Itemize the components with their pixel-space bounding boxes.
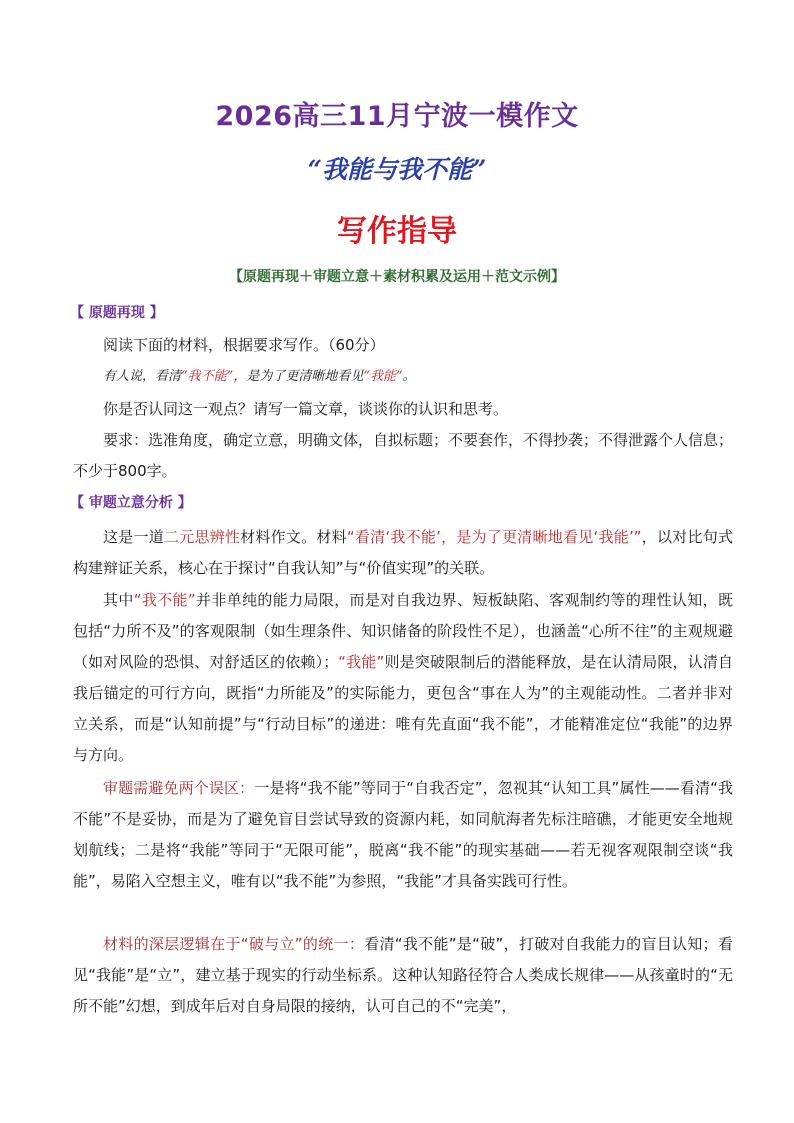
analysis-highlight: “看清‘我不能’，是为了更清晰地看见‘我能’” bbox=[346, 528, 642, 546]
analysis-paragraph-1 bbox=[73, 522, 733, 584]
prompt-instruction: 阅读下面的材料，根据要求写作。（60分） bbox=[103, 336, 385, 354]
section-heading-original: 【 原题再现 】 bbox=[70, 305, 164, 321]
analysis-paragraph-4 bbox=[73, 929, 733, 1022]
analysis-text: 看清“我不能”是“破”，打破对自我能力的盲目认知；看见“我能”是“立”，建立基于现实的行动坐标系。这种认知路径符合人类成长规律——从孩童时的“无所不能”幻想，到成年后对自身局限的接纳，认可自己的不“完美”， bbox=[73, 935, 733, 1015]
analysis-highlight: “我不能” bbox=[133, 591, 196, 609]
analysis-text: 则是突破限制后的潜能释放，是在认清局限，认清自我后锚定的可行方向，既指“力所能及”的实际能力，更包含“事在人为”的主观能动性。二者并非对立关系，而是“认知前提”与“行动目标”的递进：唯有先直面“我不能”，才能精准定位“我能”的边界与方向。 bbox=[73, 653, 733, 764]
document-title: 2026高三11月宁波一模作文 bbox=[215, 101, 579, 132]
analysis-text: 这是一道 bbox=[103, 528, 164, 546]
prompt-material-text: ，是为了更清晰地看见 bbox=[233, 369, 364, 384]
analysis-text: 其中 bbox=[103, 591, 134, 609]
analysis-paragraph-2 bbox=[73, 585, 733, 771]
prompt-material-highlight: “我能” bbox=[363, 369, 403, 384]
analysis-paragraph-3 bbox=[73, 773, 733, 897]
prompt-requirements: 要求：选准角度，确定立意，明确文体，自拟标题；不要套作，不得抄袭；不得泄露个人信息；不少于800字。 bbox=[73, 431, 734, 480]
analysis-text: 一是将“我不能”等同于“自我否定”，忽视其“认知工具”属性——看清“我不能”不是妥协，而是为了避免盲目尝试导致的资源内耗，如同航海者先标注暗礁，才能更安全地规划航线；二是将“我能”等同于“无限可能”，脱离“我不能”的现实基础——若无视客观限制空谈“我能”，易陷入空想主义，唯有以“我不能”为参照，“我能”才具备实践可行性。 bbox=[73, 779, 733, 890]
prompt-material-text: 有人说，看清 bbox=[103, 369, 182, 384]
analysis-lead: 审题需避免两个误区： bbox=[103, 779, 255, 797]
prompt-material-highlight: “我不能” bbox=[181, 369, 234, 384]
analysis-highlight: “我能” bbox=[338, 653, 385, 671]
outline-line: 【原题再现＋审题立意＋素材积累及运用＋范文示例】 bbox=[229, 269, 565, 285]
analysis-text: 并非单纯的能力局限，而是对自我边界、短板缺陷、客观制约等的理性认知，既包括“力所不及”的客观限制（如生理条件、知识储备的阶段性不足），也涵盖“心所不往”的主观规避（如对风险的恐惧、对舒适区的依赖）； bbox=[73, 591, 733, 671]
analysis-lead: 材料的深层逻辑在于“破与立”的统一： bbox=[103, 935, 365, 953]
analysis-highlight: 二元思辨性 bbox=[163, 528, 241, 546]
prompt-question: 你是否认同这一观点？请写一篇文章，谈谈你的认识和思考。 bbox=[103, 400, 509, 418]
prompt-material-text: 。 bbox=[402, 369, 416, 384]
prompt-material bbox=[73, 361, 733, 392]
analysis-text: 材料作文。材料 bbox=[240, 528, 347, 546]
section-heading-analysis: 【 审题立意分析 】 bbox=[70, 495, 192, 511]
essay-topic-subtitle: “我能与我不能” bbox=[307, 155, 487, 184]
analysis-text: ，以对比句式构建辩证关系，核心在于探讨“自我认知”与“价值实现”的关联。 bbox=[73, 528, 733, 577]
guide-heading: 写作指导 bbox=[337, 214, 457, 249]
